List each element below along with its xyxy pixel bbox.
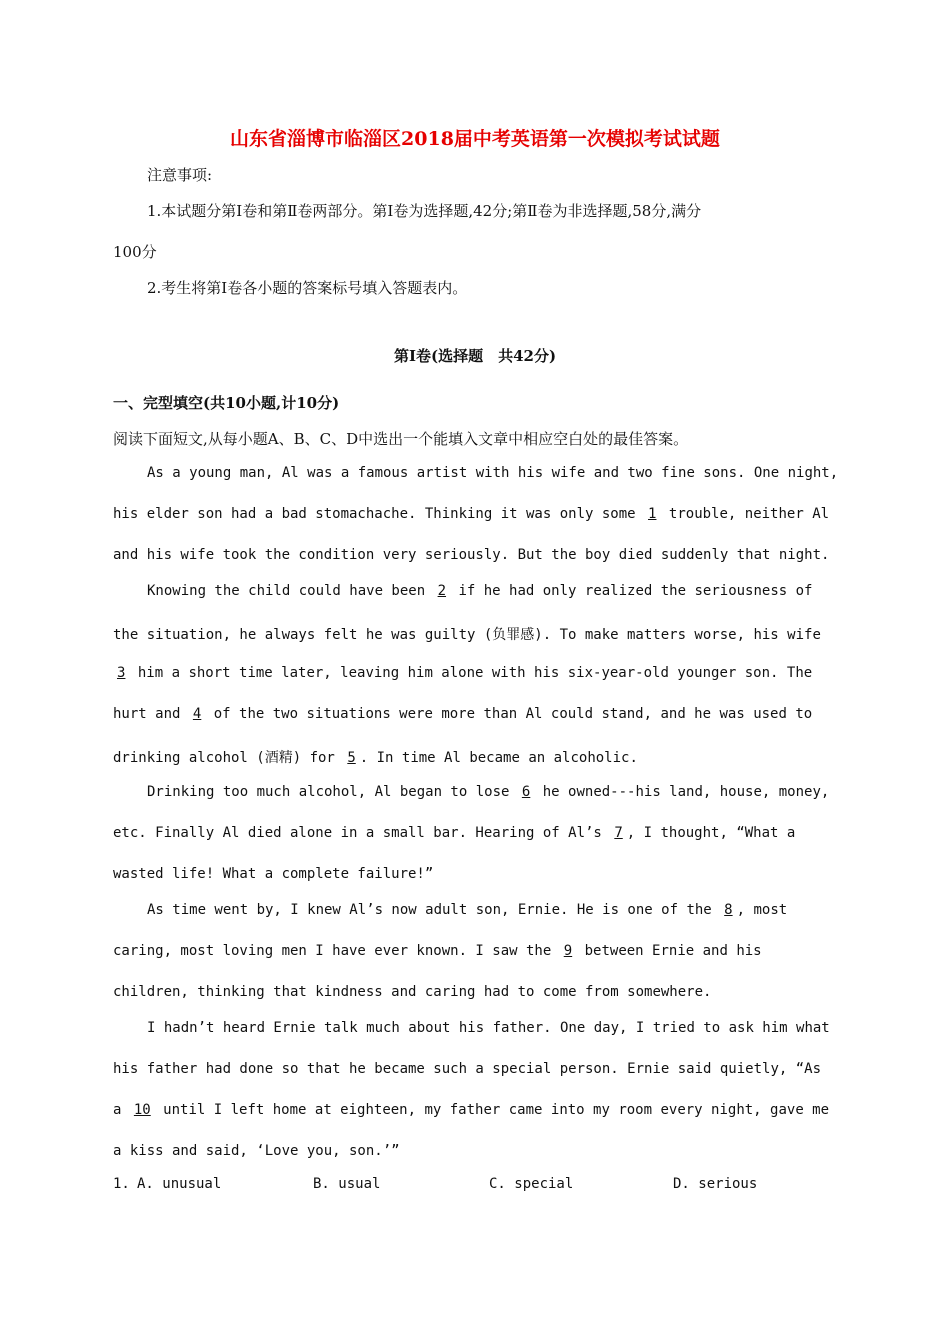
passage-line: his elder son had a bad stomachache. Thinking it was only some 1 trouble, neither Al [113, 506, 830, 522]
passage-line: Drinking too much alcohol, Al began to lose 6 he owned---his land, house, money, [147, 784, 830, 800]
blank-3: 3 [117, 665, 126, 681]
volume-title: 第Ⅰ卷(选择题 共42分) [393, 347, 557, 365]
passage-line: and his wife took the condition very seriously. But the boy died suddenly that night. [113, 547, 830, 563]
notice-item-1: 1.本试题分第Ⅰ卷和第Ⅱ卷两部分。第Ⅰ卷为选择题,42分;第Ⅱ卷为非选择题,58分,满分 [147, 202, 702, 220]
blank-10: 10 [133, 1102, 151, 1118]
passage-line: children, thinking that kindness and caring had to come from somewhere. [113, 984, 712, 1000]
option-a[interactable]: A. unusual [137, 1176, 222, 1192]
passage-line: Knowing the child could have been 2 if he had only realized the seriousness of [147, 583, 813, 599]
option-c[interactable]: C. special [489, 1176, 574, 1192]
passage-line: caring, most loving men I have ever known. I saw the 9 between Ernie and his [113, 943, 762, 959]
section-heading: 一、完型填空(共10小题,计10分) [113, 394, 340, 412]
passage-line: the situation, he always felt he was guilty (负罪感). To make matters worse, his wife [113, 627, 821, 643]
blank-6: 6 [521, 784, 531, 800]
passage-line: 3 him a short time later, leaving him alone with his six-year-old younger son. The [113, 665, 812, 681]
document-title: 山东省淄博市临淄区2018届中考英语第一次模拟考试试题 [230, 128, 720, 150]
section-instruction: 阅读下面短文,从每小题A、B、C、D中选出一个能填入文章中相应空白处的最佳答案。 [113, 430, 689, 448]
passage-line: a 10 until I left home at eighteen, my father came into my room every night, gave me [113, 1102, 830, 1118]
passage-line: As time went by, I knew Al’s now adult son, Ernie. He is one of the 8 , most [147, 902, 788, 918]
passage-line: his father had done so that he became such a special person. Ernie said quietly, “As [113, 1061, 822, 1077]
passage-line: a kiss and said, ‘Love you, son.’” [113, 1143, 400, 1159]
passage-line: drinking alcohol (酒精) for 5 . In time Al became an alcoholic. [113, 750, 638, 766]
blank-1: 1 [648, 506, 657, 522]
blank-5: 5 [347, 750, 356, 766]
notice-item-2: 2.考生将第Ⅰ卷各小题的答案标号填入答题表内。 [147, 279, 468, 297]
passage-line: etc. Finally Al died alone in a small bar. Hearing of Al’s 7 , I thought, “What a [113, 825, 796, 841]
notice-item-1-cont: 100分 [113, 243, 157, 261]
blank-4: 4 [192, 706, 202, 722]
question-number: 1. [113, 1176, 130, 1192]
blank-8: 8 [724, 902, 733, 918]
blank-7: 7 [614, 825, 623, 841]
blank-2: 2 [437, 583, 447, 599]
passage-line: wasted life! What a complete failure!” [113, 866, 434, 882]
passage-line: I hadn’t heard Ernie talk much about his father. One day, I tried to ask him what [147, 1020, 830, 1036]
option-d[interactable]: D. serious [673, 1176, 758, 1192]
notice-heading: 注意事项: [147, 166, 213, 184]
blank-9: 9 [563, 943, 573, 959]
passage-line: As a young man, Al was a famous artist with his wife and two fine sons. One night, [147, 465, 839, 481]
passage-line: hurt and 4 of the two situations were more than Al could stand, and he was used to [113, 706, 813, 722]
option-b[interactable]: B. usual [313, 1176, 381, 1192]
